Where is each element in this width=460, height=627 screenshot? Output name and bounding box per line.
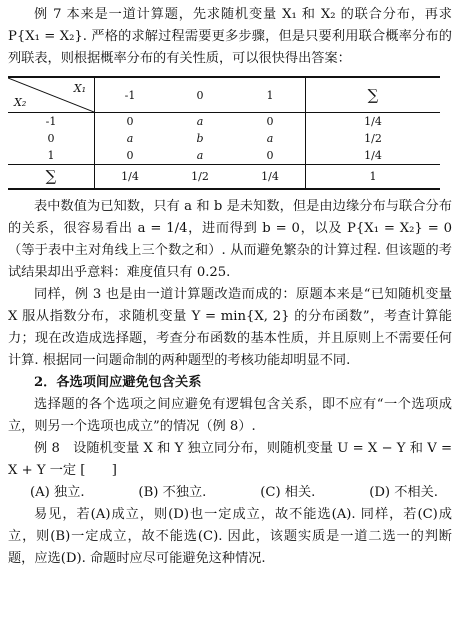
corner-top-label: X₁ <box>73 82 86 95</box>
row-label: 1 <box>47 149 55 162</box>
sum-row-label: ∑ <box>8 165 95 189</box>
options-row <box>8 482 452 504</box>
table-cell: a <box>266 132 274 145</box>
table-row <box>8 147 440 165</box>
table-cell: a <box>95 130 166 147</box>
sum-cell: 1/4 <box>235 165 306 189</box>
paragraph-2: 同样，例 3 也是由一道计算题改造而成的：原题本来是“已知随机变量 X 服从指数分布，求随机变量 Y = min{X, 2} 的分布函数”，考查计算能力；现在改造成选择题，考查分布函数的基本性质，并且原则上不需要任何计算. 根据同一问题命制的两种题型的考核功能却明显不同. <box>8 286 452 368</box>
corner-bottom-label: X₂ <box>14 96 27 109</box>
paragraph-1: 表中数值为已知数，只有 a 和 b 是未知数，但是由边缘分布与联合分布的关系，很容易看出 a = 1/4，进而得到 b = 0，以及 P{X₁ = X₂} = 0（等于表中主对角线上三个数之和）. 从而避免繁杂的计算过程. 但该题的考试结果却出乎意料：难度值只有 0.25. <box>8 198 452 280</box>
table-corner-cell <box>8 77 95 113</box>
col-header: -1 <box>95 77 166 113</box>
table-row <box>8 113 440 131</box>
sum-cell: 1/2 <box>165 165 235 189</box>
col-header: 0 <box>165 77 235 113</box>
table-sum-row <box>8 165 440 189</box>
sum-header: ∑ <box>306 77 441 113</box>
paragraph-3: 选择题的各个选项之间应避免有逻辑包含关系，即不应有“一个选项成立，则另一个选项也成立”的情况（例 8）. <box>8 396 452 434</box>
option-c: (C) 相关. <box>260 484 316 500</box>
row-label: -1 <box>45 115 57 128</box>
row-sum: 1/4 <box>306 113 441 131</box>
table-row <box>8 130 440 147</box>
paragraph-4: 易见，若(A)成立，则(D)也一定成立，故不能选(A). 同样，若(C)成立，则(B)一定成立，故不能选(C). 因此，该题实质是一道二选一的判断题，应选(D). 命题时应尽可能避免这种情况. <box>8 506 452 566</box>
table-cell: 0 <box>266 115 274 128</box>
table-cell: b <box>196 132 204 145</box>
diagonal-header <box>8 78 94 112</box>
sum-cell: 1/4 <box>95 165 166 189</box>
table-cell: 0 <box>95 147 166 165</box>
example-8: 例 8 设随机变量 X 和 Y 独立同分布，则随机变量 U = X − Y 和 V = X + Y 一定 [ ] <box>8 440 452 478</box>
row-label: 0 <box>47 132 55 145</box>
col-header: 1 <box>235 77 306 113</box>
row-sum: 1/4 <box>306 147 441 165</box>
row-sum: 1/2 <box>306 130 441 147</box>
total-sum: 1 <box>306 165 441 189</box>
option-d: (D) 不相关. <box>369 484 438 500</box>
table-cell: 0 <box>266 149 274 162</box>
intro-paragraph: 例 7 本来是一道计算题，先求随机变量 X₁ 和 X₂ 的联合分布，再求 P{X₁ = X₂}. 严格的求解过程需要更多步骤，但是只要利用联合概率分布的列联表，则根据概率分布的有关性质，可以很快得出答案： <box>8 7 452 66</box>
joint-distribution-table <box>8 76 440 190</box>
table-cell: a <box>196 115 204 128</box>
option-b: (B) 不独立. <box>138 484 207 500</box>
table-cell: 0 <box>95 113 166 131</box>
table-cell: a <box>196 149 204 162</box>
table-header-row <box>8 77 440 113</box>
option-a: (A) 独立. <box>30 484 85 500</box>
section-title: 2．各选项间应避免包含关系 <box>34 374 202 390</box>
